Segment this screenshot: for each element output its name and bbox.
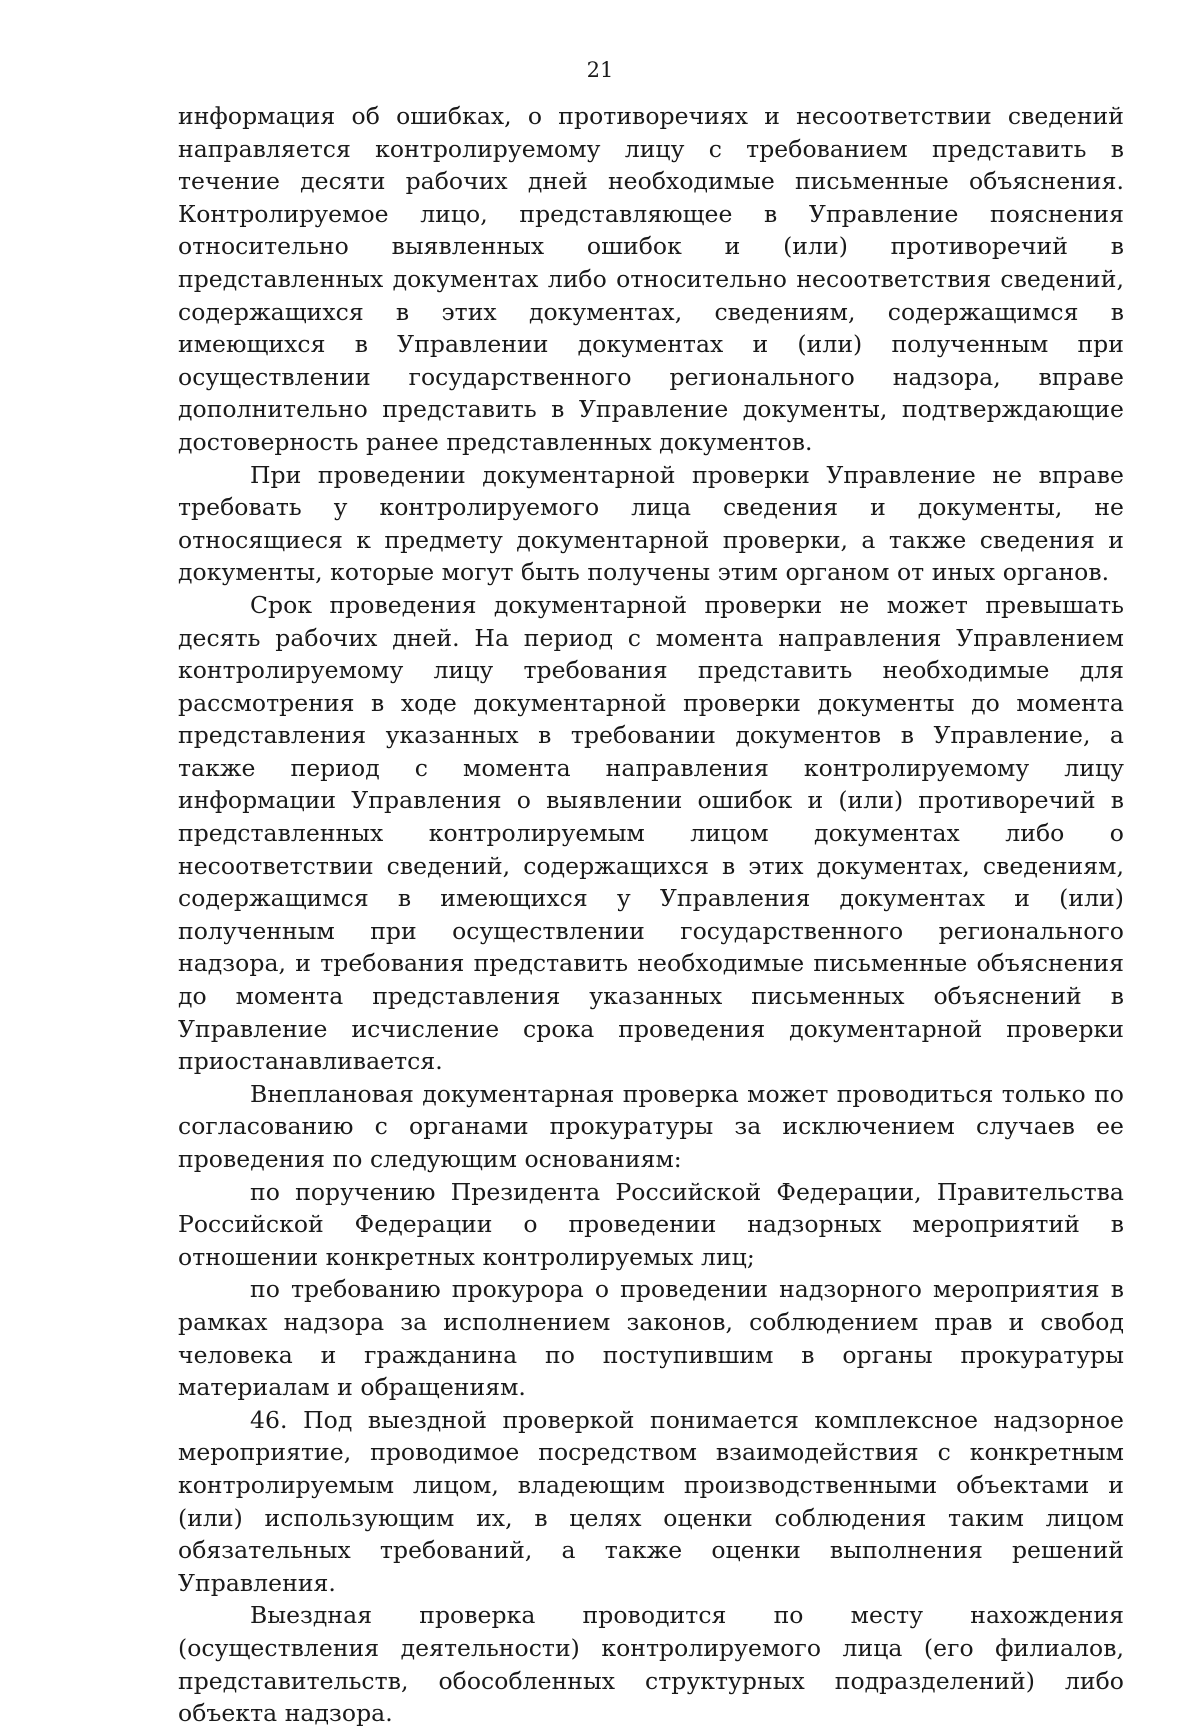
paragraph-section-46: 46. Под выездной проверкой понимается комплексное надзорное мероприятие, проводимое посредством взаимодействия с конкретным контролируемым лицом, владеющим производственными объектами и (или) использующим их, в целях оценки соблюдения таким лицом обязательных требований, а также оценки выполнения решений Управления.	[178, 1405, 1124, 1597]
paragraph-prosecutor-request: по требованию прокурора о проведении надзорного мероприятия в рамках надзора за исполнением законов, соблюдением прав и свобод человека и гражданина по поступившим в органы прокуратуры материалам и обращениям.	[178, 1275, 1124, 1402]
paragraph-president-order: по поручению Президента Российской Федерации, Правительства Российской Федерации о проведении надзорных мероприятий в отношении конкретных контролируемых лиц;	[178, 1177, 1124, 1271]
paragraph-errors-notification: информация об ошибках, о противоречиях и несоответствии сведений направляется контролируемому лицу с требованием представить в течение десяти рабочих дней необходимые письменные объяснения. Контролируемое лицо, представляющее в Управление пояснения относительно выявленных ошибок и (или) противоречий в представленных документах либо относительно несоответствия сведений, содержащихся в этих документах, сведениям, содержащимся в имеющихся в Управлении документах и (или) полученным при осуществлении государственного регионального надзора, вправе дополнительно представить в Управление документы, подтверждающие достоверность ранее представленных документов.	[178, 102, 1124, 456]
paragraph-request-restrictions: При проведении документарной проверки Управление не вправе требовать у контролируемого лица сведения и документы, не относящиеся к предмету документарной проверки, а также сведения и документы, которые могут быть получены этим органом от иных органов.	[178, 460, 1124, 587]
page-number: 21	[586, 58, 614, 82]
paragraph-inspection-duration: Срок проведения документарной проверки не может превышать десять рабочих дней. На период с момента направления Управлением контролируемому лицу требования представить необходимые для рассмотрения в ходе документарной проверки документы до момента представления указанных в требовании документов в Управление, а также период с момента направления контролируемому лицу информации Управления о выявлении ошибок и (или) противоречий в представленных контролируемым лицом документах либо о несоответствии сведений, содержащихся в этих документах, сведениям, содержащимся в имеющихся у Управления документах и (или) полученным при осуществлении государственного регионального надзора, и требования представить необходимые письменные объяснения до момента представления указанных письменных объяснений в Управление исчисление срока проведения документарной проверки приостанавливается.	[178, 590, 1124, 1076]
paragraph-onsite-location: Выездная проверка проводится по месту нахождения (осуществления деятельности) контролируемого лица (его филиалов, представительств, обособленных структурных подразделений) либо объекта надзора.	[178, 1601, 1124, 1728]
document-body	[178, 100, 1124, 1730]
paragraph-unscheduled-inspection: Внеплановая документарная проверка может проводиться только по согласованию с органами прокуратуры за исключением случаев ее проведения по следующим основаниям:	[178, 1079, 1124, 1173]
